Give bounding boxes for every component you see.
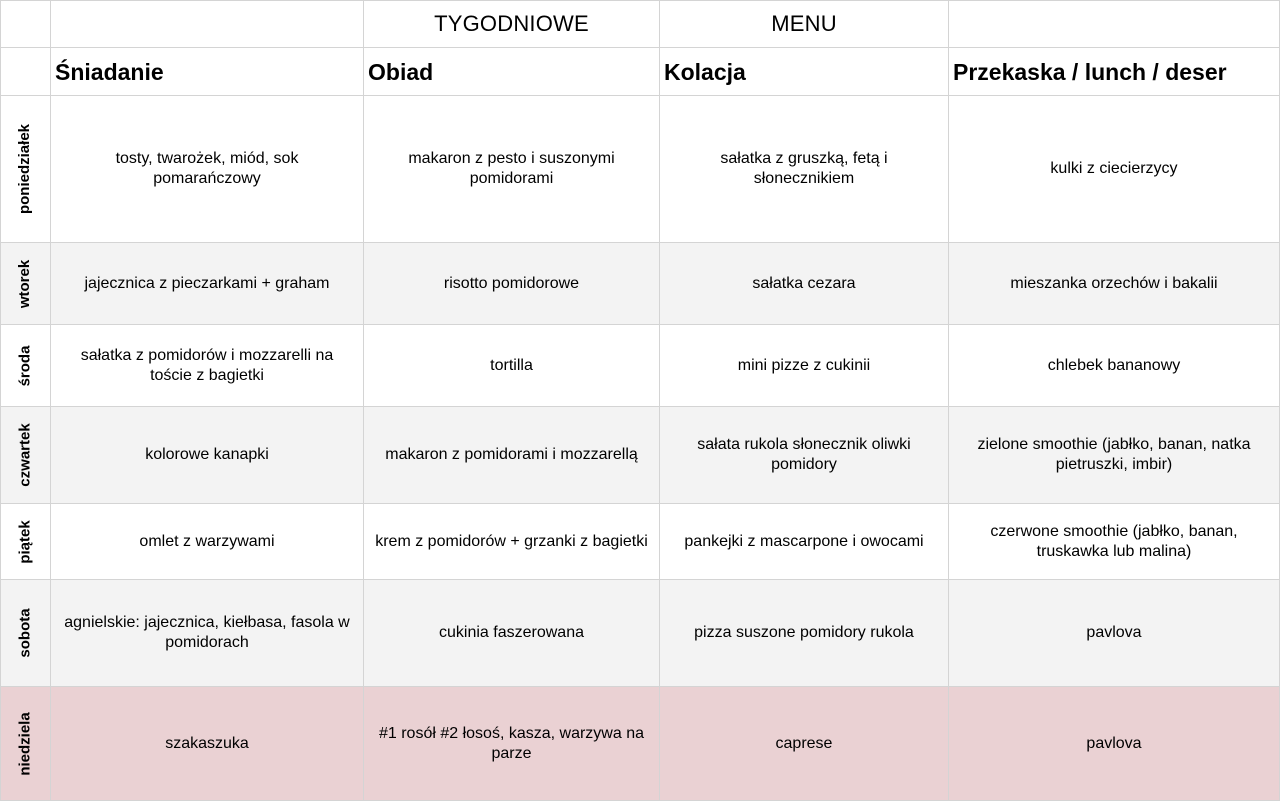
header-dinner: Kolacja <box>660 48 949 96</box>
header-corner-cell <box>1 48 51 96</box>
meal-cell: sałatka z pomidorów i mozzarelli na toście z bagietki <box>51 325 364 407</box>
day-cell-thursday <box>1 407 51 504</box>
meal-cell: chlebek bananowy <box>949 325 1280 407</box>
meal-cell: tosty, twarożek, miód, sok pomarańczowy <box>51 96 364 243</box>
title-empty-cell <box>51 1 364 48</box>
meal-cell: pizza suszone pomidory rukola <box>660 580 949 687</box>
meal-cell: pavlova <box>949 687 1280 801</box>
header-breakfast: Śniadanie <box>51 48 364 96</box>
meal-cell: omlet z warzywami <box>51 504 364 580</box>
meal-cell: caprese <box>660 687 949 801</box>
meal-cell: makaron z pesto i suszonymi pomidorami <box>364 96 660 243</box>
header-lunch: Obiad <box>364 48 660 96</box>
meal-cell: pavlova <box>949 580 1280 687</box>
meal-cell: sałatka cezara <box>660 243 949 325</box>
meal-cell: sałatka z gruszką, fetą i słonecznikiem <box>660 96 949 243</box>
meal-cell: risotto pomidorowe <box>364 243 660 325</box>
meal-cell: kulki z ciecierzycy <box>949 96 1280 243</box>
meal-cell: cukinia faszerowana <box>364 580 660 687</box>
day-label: środa <box>16 345 34 386</box>
meal-cell: czerwone smoothie (jabłko, banan, truskawka lub malina) <box>949 504 1280 580</box>
meal-cell: mieszanka orzechów i bakalii <box>949 243 1280 325</box>
title-left: TYGODNIOWE <box>364 1 660 48</box>
day-label: poniedziałek <box>16 123 34 215</box>
meal-cell: krem z pomidorów + grzanki z bagietki <box>364 504 660 580</box>
meal-cell: szakaszuka <box>51 687 364 801</box>
meal-cell: makaron z pomidorami i mozzarellą <box>364 407 660 504</box>
meal-cell: agnielskie: jajecznica, kiełbasa, fasola w pomidorach <box>51 580 364 687</box>
day-label: niedziela <box>16 711 34 776</box>
meal-cell: tortilla <box>364 325 660 407</box>
day-cell-saturday <box>1 580 51 687</box>
day-cell-friday <box>1 504 51 580</box>
meal-cell: #1 rosół #2 łosoś, kasza, warzywa na parze <box>364 687 660 801</box>
meal-cell: mini pizze z cukinii <box>660 325 949 407</box>
meal-cell: jajecznica z pieczarkami + graham <box>51 243 364 325</box>
day-label: wtorek <box>16 259 34 308</box>
meal-cell: sałata rukola słonecznik oliwki pomidory <box>660 407 949 504</box>
meal-cell: kolorowe kanapki <box>51 407 364 504</box>
day-cell-wednesday <box>1 325 51 407</box>
title-right: MENU <box>660 1 949 48</box>
meal-cell: pankejki z mascarpone i owocami <box>660 504 949 580</box>
day-cell-sunday <box>1 687 51 801</box>
header-snack: Przekaska / lunch / deser <box>949 48 1280 96</box>
day-label: czwartek <box>16 423 34 487</box>
title-empty-cell <box>949 1 1280 48</box>
day-label: piątek <box>16 519 34 564</box>
corner-cell <box>1 1 51 48</box>
day-cell-tuesday <box>1 243 51 325</box>
meal-cell: zielone smoothie (jabłko, banan, natka pietruszki, imbir) <box>949 407 1280 504</box>
day-cell-monday <box>1 96 51 243</box>
day-label: sobota <box>16 608 34 658</box>
